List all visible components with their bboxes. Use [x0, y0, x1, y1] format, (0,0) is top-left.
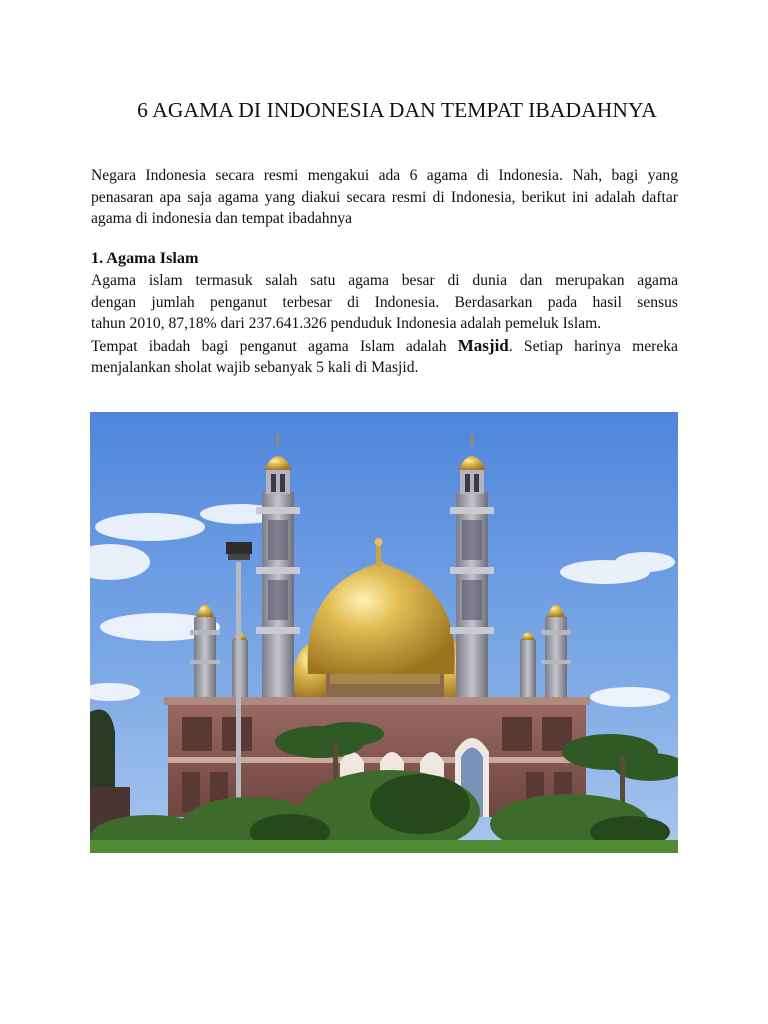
- mosque-photo: [90, 412, 678, 853]
- page-title: 6 AGAMA DI INDONESIA DAN TEMPAT IBADAHNYA: [137, 98, 657, 122]
- islam-line-2: dengan jumlah penganut terbesar di Indonesia. Berdasarkan pada hasil sensus: [91, 293, 678, 311]
- intro-paragraph: Negara Indonesia secara resmi mengakui ada 6 agama di Indonesia. Nah, bagi yang penasaran apa saja agama yang diakui secara resmi di Indonesia, berikut ini adalah daftar agama di indonesia dan tempat ibadahnya: [91, 167, 678, 227]
- islam-paragraph: [91, 270, 678, 379]
- islam-line-1: Agama islam termasuk salah satu agama besar di dunia dan merupakan agama: [91, 272, 678, 289]
- masjid-bold-term: Masjid: [457, 335, 509, 355]
- islam-line-4-end: . Setiap harinya mereka: [508, 337, 678, 355]
- islam-line-4: [91, 335, 678, 358]
- islam-line-4-start: Tempat ibadah bagi penganut agama Islam adalah: [91, 337, 458, 355]
- islam-line-5: menjalankan sholat wajib sebanyak 5 kali di Masjid.: [91, 359, 419, 376]
- islam-line-3: tahun 2010, 87,18% dari 237.641.326 penduduk Indonesia adalah pemeluk Islam.: [91, 315, 602, 332]
- section-heading-islam: 1. Agama Islam: [91, 249, 199, 267]
